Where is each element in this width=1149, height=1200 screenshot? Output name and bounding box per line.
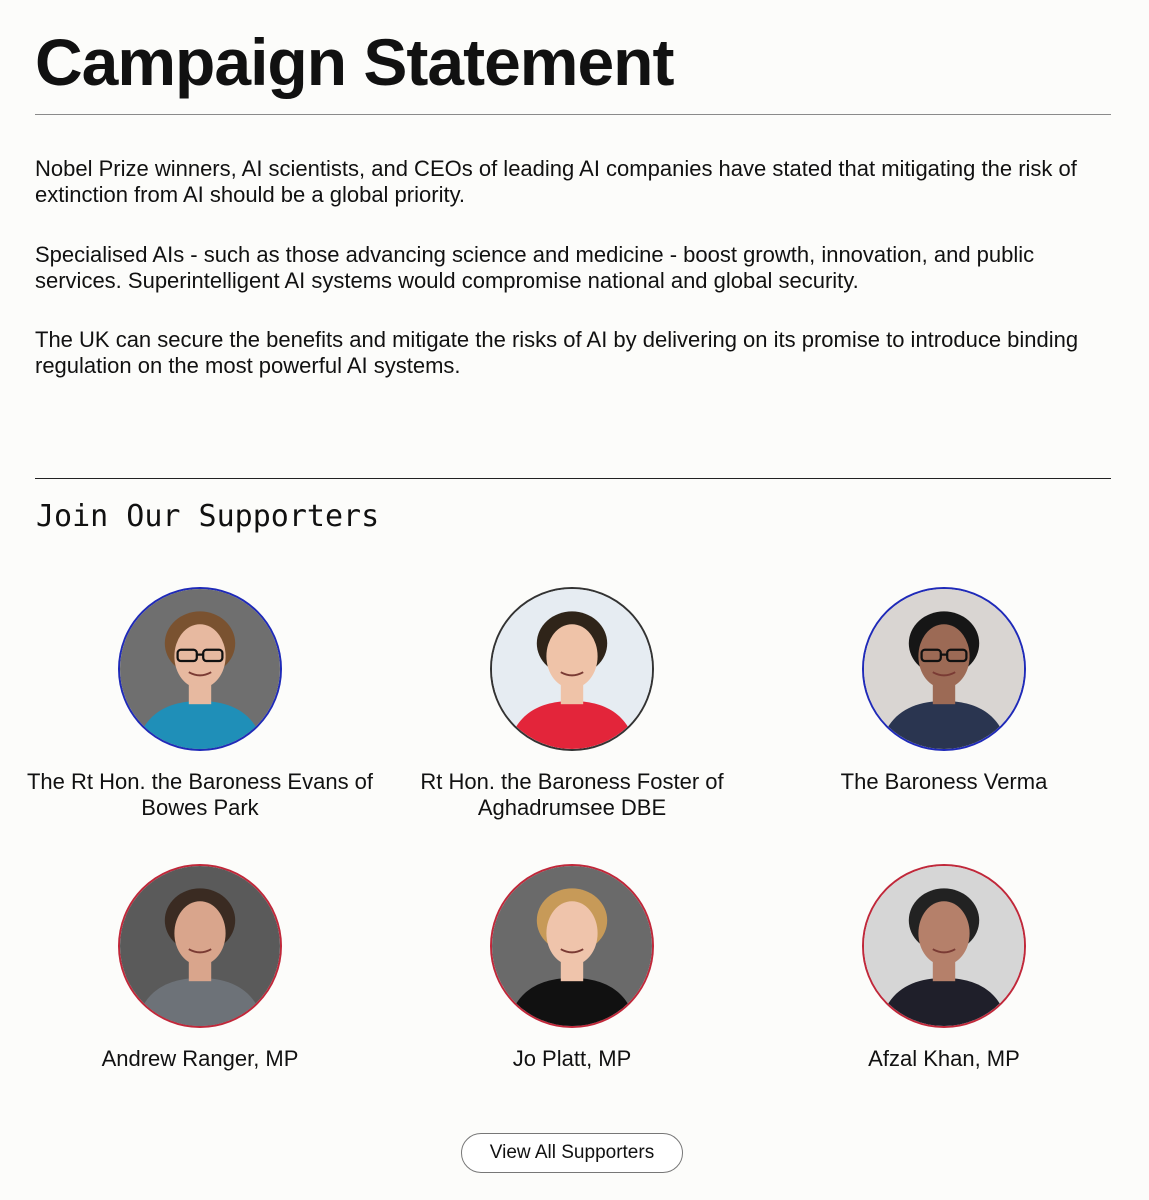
portrait-face — [546, 624, 597, 688]
supporter-name: Afzal Khan, MP — [868, 1046, 1020, 1071]
portrait-face — [918, 901, 969, 965]
supporter-portrait[interactable] — [862, 587, 1026, 751]
statement-paragraph-1: Nobel Prize winners, AI scientists, and CEOs of leading AI companies have stated that mitigating the risk of extinction from AI should be a global priority. — [35, 156, 1077, 207]
supporter-card[interactable] — [20, 587, 380, 821]
section-divider — [35, 478, 1111, 479]
portrait-photo — [492, 866, 652, 1026]
supporter-card[interactable] — [20, 864, 380, 1072]
portrait-photo — [120, 589, 280, 749]
supporter-name: Rt Hon. the Baroness Foster of Aghadrumsee DBE — [420, 769, 724, 820]
supporter-portrait[interactable] — [490, 864, 654, 1028]
portrait-photo — [492, 589, 652, 749]
page-title: Campaign Statement — [35, 25, 674, 99]
supporter-portrait[interactable] — [118, 864, 282, 1028]
portrait-photo — [120, 866, 280, 1026]
supporter-portrait[interactable] — [118, 587, 282, 751]
portrait-face — [546, 901, 597, 965]
supporter-name: Jo Platt, MP — [512, 1046, 632, 1071]
portrait-face — [174, 901, 225, 965]
supporter-name: The Rt Hon. the Baroness Evans of Bowes Park — [26, 769, 374, 820]
supporter-card[interactable] — [764, 864, 1124, 1072]
statement-paragraph-3: The UK can secure the benefits and mitigate the risks of AI by delivering on its promise to introduce binding regulation on the most powerful AI systems. — [35, 327, 1079, 378]
supporter-card[interactable] — [392, 587, 752, 821]
portrait-photo — [864, 866, 1024, 1026]
statement-paragraph-2: Specialised AIs - such as those advancing science and medicine - boost growth, innovation, and public services. Superintelligent AI systems would compromise national and global security. — [35, 242, 1035, 293]
supporter-name: The Baroness Verma — [840, 769, 1048, 794]
view-all-supporters-button[interactable]: View All Supporters — [461, 1133, 683, 1173]
portrait-face — [918, 624, 969, 688]
supporter-name: Andrew Ranger, MP — [101, 1046, 299, 1071]
portrait-face — [174, 624, 225, 688]
portrait-photo — [864, 589, 1024, 749]
supporter-card[interactable] — [392, 864, 752, 1072]
supporter-card[interactable] — [764, 587, 1124, 795]
supporters-heading: Join Our Supporters — [36, 499, 380, 534]
title-divider — [35, 114, 1111, 115]
supporter-portrait[interactable] — [490, 587, 654, 751]
supporter-portrait[interactable] — [862, 864, 1026, 1028]
